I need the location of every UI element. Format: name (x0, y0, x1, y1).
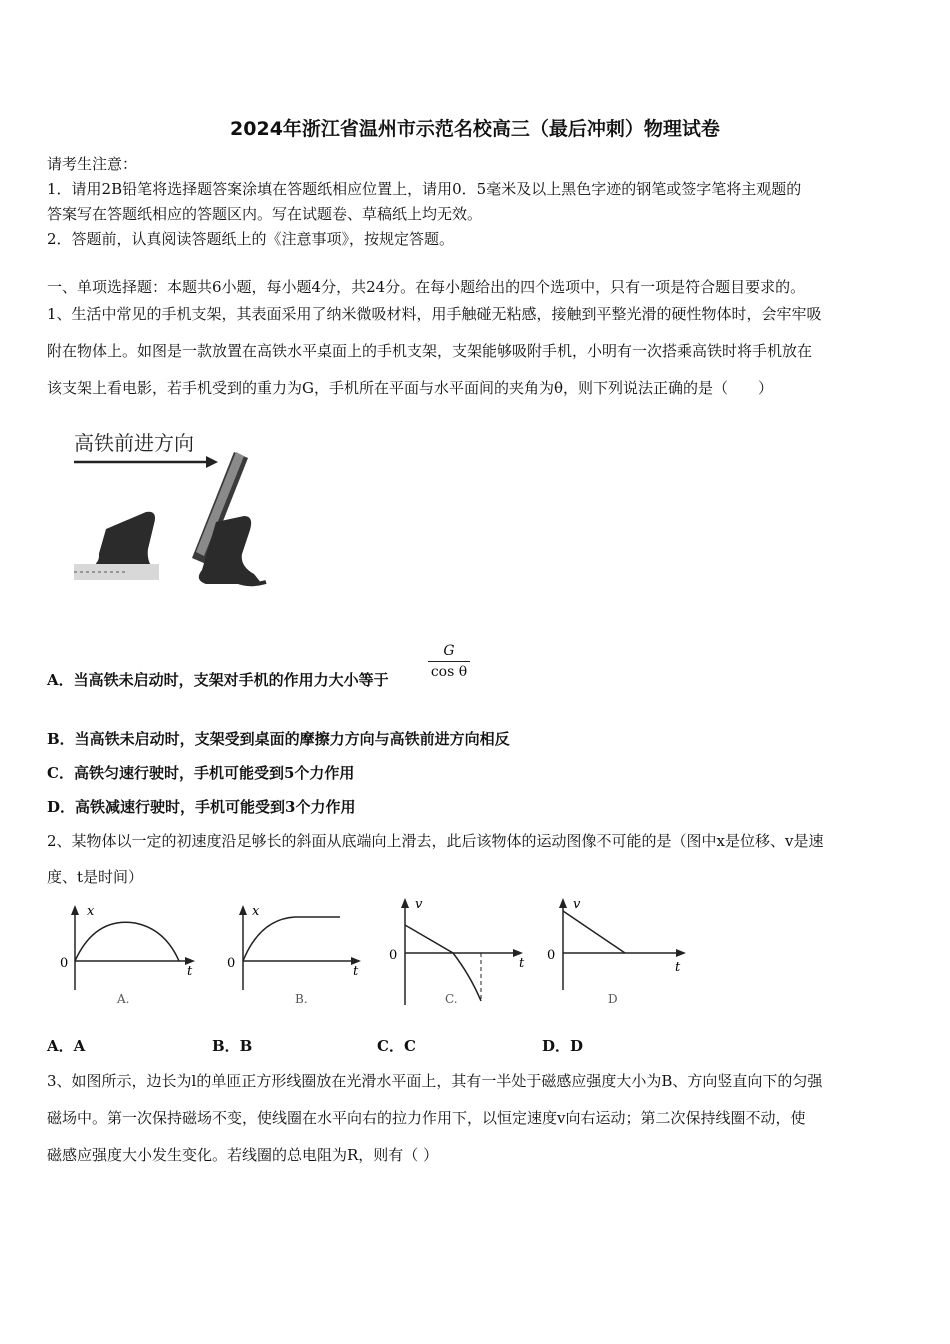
graph-d-caption: D (608, 992, 618, 1006)
notice-heading: 请考生注意： (47, 155, 138, 173)
figure-direction-label: 高铁前进方向 (74, 431, 194, 455)
graph-b-xlabel: t (353, 964, 359, 979)
fraction-numerator: G (443, 643, 455, 659)
notice-item-1b: 答案写在答题纸相应的答题区内。写在试题卷、草稿纸上均无效。 (47, 205, 483, 223)
graph-a-origin: 0 (60, 956, 69, 971)
q1-option-d: D．高铁减速行驶时，手机可能受到3个力作用 (47, 798, 356, 816)
graph-a (60, 904, 195, 1006)
q2-line-2: 度、t是时间） (47, 868, 144, 886)
notice-item-2: 2．答题前，认真阅读答题纸上的《注意事项》，按规定答题。 (47, 230, 455, 248)
q2-graphs (55, 895, 705, 1015)
q1-option-a: A．当高铁未启动时，支架对手机的作用力大小等于 (47, 671, 389, 689)
graph-d (547, 897, 686, 1006)
graph-c-ylabel: v (415, 897, 423, 912)
q1-line-2: 附在物体上。如图是一款放置在高铁水平桌面上的手机支架，支架能够吸附手机，小明有一次搭乘高铁时将手机放在 (47, 342, 813, 360)
q1-line-3: 该支架上看电影，若手机受到的重力为G，手机所在平面与水平面间的夹角为θ，则下列说法正确的是（ ） (47, 379, 774, 397)
graph-c-xlabel: t (519, 956, 525, 971)
graph-b-ylabel: x (252, 904, 260, 919)
phone-holder-figure (66, 424, 286, 594)
q1-option-b: B．当高铁未启动时，支架受到桌面的摩擦力方向与高铁前进方向相反 (47, 730, 510, 748)
page-title: 2024年浙江省温州市示范名校高三（最后冲刺）物理试卷 (230, 118, 720, 140)
q1-line-1: 1、生活中常见的手机支架，其表面采用了纳米微吸材料，用手触碰无粘感，接触到平整光滑的硬性物体时，会牢牢吸 (47, 305, 822, 323)
graph-b-caption: B. (295, 992, 308, 1006)
graph-a-ylabel: x (87, 904, 95, 919)
graph-b-origin: 0 (227, 956, 236, 971)
fraction-denominator: cos θ (430, 664, 468, 680)
graph-a-caption: A. (117, 992, 130, 1006)
q1-option-c: C．高铁匀速行驶时，手机可能受到5个力作用 (47, 764, 355, 782)
graph-d-xlabel: t (675, 960, 681, 975)
theta-label: θ (90, 549, 100, 568)
q3-line-3: 磁感应强度大小发生变化。若线圈的总电阻为R，则有（ ） (47, 1146, 439, 1164)
q2-line-1: 2、某物体以一定的初速度沿足够长的斜面从底端向上滑去，此后该物体的运动图像不可能的是（图中x是位移、v是速 (47, 832, 824, 850)
graph-b (227, 904, 361, 1006)
graph-c-origin: 0 (389, 948, 398, 963)
option-a-fraction (428, 643, 470, 680)
fraction-bar (428, 661, 470, 662)
notice-item-1a: 1．请用2B铅笔将选择题答案涂填在答题纸相应位置上，请用0．5毫米及以上黑色字迹的钢笔或签字笔将主观题的 (47, 180, 802, 198)
graph-a-xlabel: t (187, 964, 193, 979)
q3-line-2: 磁场中。第一次保持磁场不变，使线圈在水平向右的拉力作用下，以恒定速度v向右运动；第二次保持线圈不动，使 (47, 1109, 806, 1127)
graph-c-caption: C. (445, 992, 458, 1006)
graph-d-ylabel: v (573, 897, 581, 912)
q2-choice-a: A．A (47, 1037, 86, 1055)
graph-c (389, 897, 525, 1006)
q2-choice-c: C．C (377, 1037, 416, 1055)
q2-choice-b: B．B (212, 1037, 253, 1055)
q3-line-1: 3、如图所示，边长为l的单匝正方形线圈放在光滑水平面上，其有一半处于磁感应强度大小为B、方向竖直向下的匀强 (47, 1072, 823, 1090)
q2-choice-d: D．D (542, 1037, 584, 1055)
graph-d-origin: 0 (547, 948, 556, 963)
section-heading: 一、单项选择题：本题共6小题，每小题4分，共24分。在每小题给出的四个选项中，只有一项是符合题目要求的。 (47, 278, 806, 296)
